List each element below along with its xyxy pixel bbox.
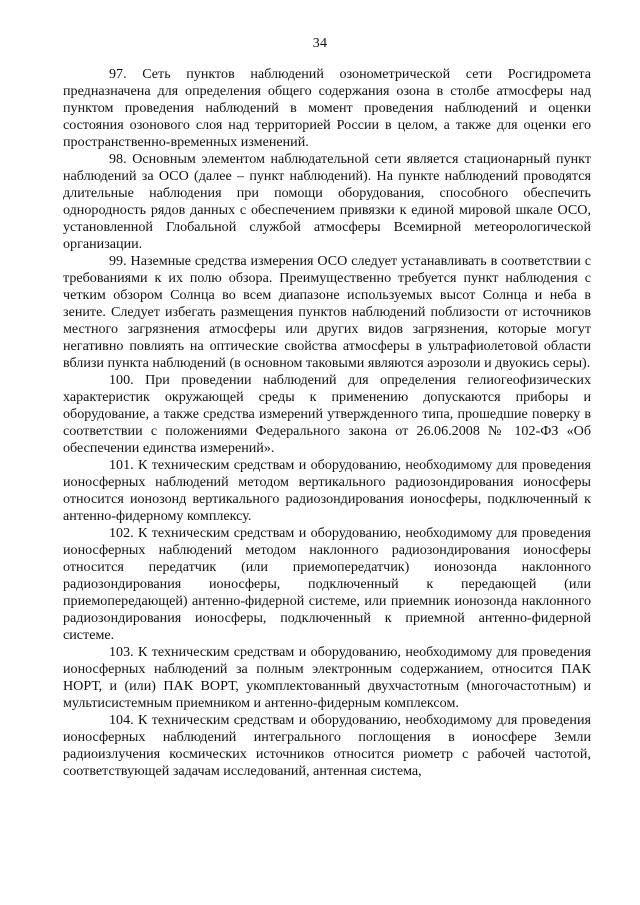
document-body (63, 66, 591, 780)
paragraph-99: 99. Наземные средства измерения ОСО следует устанавливать в соответствии с требованиями к их полю обзора. Преимущественно требуется пункт наблюдения с четким обзором Солнца во всем диапазоне используемых высот Солнца и неба в зените. Следует избегать размещения пунктов наблюдений поблизости от источников местного загрязнения атмосферы или других видов загрязнения, которые могут негативно повлиять на оптические свойства атмосферы в ультрафиолетовой области вблизи пункта наблюдений (в основном таковыми являются аэрозоли и двуокись серы). (63, 253, 591, 371)
paragraph-100: 100. При проведении наблюдений для определения гелиогеофизических характеристик окружающей среды к применению допускаются приборы и оборудование, а также средства измерений утвержденного типа, прошедшие поверку в соответствии с положениями Федерального закона от 26.06.2008 № 102-ФЗ «Об обеспечении единства измерений». (63, 372, 591, 456)
paragraph-101: 101. К техническим средствам и оборудованию, необходимому для проведения ионосферных наблюдений методом вертикального радиозондирования ионосферы относится ионозонд вертикального радиозондирования ионосферы, подключенный к антенно-фидерному комплексу. (63, 457, 591, 524)
paragraph-98: 98. Основным элементом наблюдательной сети является стационарный пункт наблюдений за ОСО (далее – пункт наблюдений). На пункте наблюдений проводятся длительные наблюдения при помощи оборудования, способного обеспечить однородность рядов данных с обеспечением привязки к единой мировой шкале ОСО, установленной Глобальной службой атмосферы Всемирной метеорологической организации. (63, 151, 591, 252)
paragraph-102: 102. К техническим средствам и оборудованию, необходимому для проведения ионосферных наблюдений методом наклонного радиозондирования ионосферы относится передатчик (или приемопередатчик) ионозонда наклонного радиозондирования ионосферы, подключенный к передающей (или приемопередающей) антенно-фидерной системе, или приемник ионозонда наклонного радиозондирования ионосферы, подключенный к приемной антенно-фидерной системе. (63, 525, 591, 643)
paragraph-104: 104. К техническим средствам и оборудованию, необходимому для проведения ионосферных наблюдений интегрального поглощения в ионосфере Земли радиоизлучения космических источников относится риометр с рабочей частотой, соответствующей задачам исследований, антенная система, (63, 712, 591, 779)
page-number: 34 (312, 36, 328, 51)
paragraph-97: 97. Сеть пунктов наблюдений озонометрической сети Росгидромета предназначена для определения общего содержания озона в столбе атмосферы над пунктом проведения наблюдений в момент проведения наблюдений и оценки состояния озонового слоя над территорией России в целом, а также для оценки его пространственно-временных изменений. (63, 66, 591, 150)
paragraph-103: 103. К техническим средствам и оборудованию, необходимому для проведения ионосферных наблюдений за полным электронным содержанием, относится ПАК НОРТ, и (или) ПАК ВОРТ, укомплектованный двухчастотным (многочастотным) и мультисистемным приемником и антенно-фидерным комплексом. (63, 644, 591, 711)
